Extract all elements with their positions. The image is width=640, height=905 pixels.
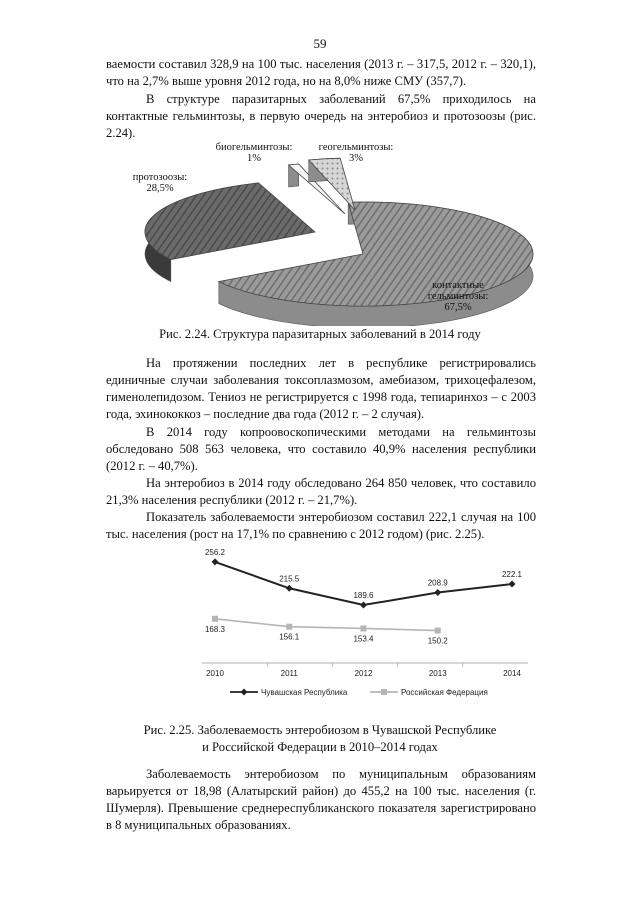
series-line-1 — [215, 619, 438, 631]
point-rf-2010 — [212, 616, 218, 622]
point-rf-2012 — [361, 625, 367, 631]
paragraph-1: ваемости составил 328,9 на 100 тыс. населения (2013 г. – 317,5, 2012 г. – 320,1), что на 2,7% выше уровня 2012 года, но на 8,0% ниже СМУ (357,7). — [106, 57, 536, 88]
data-label-1-2010: 168.3 — [204, 624, 226, 634]
point-chuv-2011 — [286, 585, 293, 592]
pie-label-0: контактные гельминтозы: 67,5% — [427, 280, 489, 313]
pie-label-1: протозоозы: 28,5% — [132, 172, 188, 194]
line-chart — [190, 545, 540, 710]
point-rf-2011 — [286, 624, 292, 630]
point-chuv-2010 — [212, 558, 219, 565]
data-label-0-2010: 256.2 — [204, 547, 226, 557]
data-label-0-2011: 215.5 — [279, 574, 300, 584]
point-rf-2013 — [435, 628, 441, 634]
pie-label-3: геогельминтозы: 3% — [318, 142, 394, 164]
pie-label-2: биогельминтозы: 1% — [215, 142, 293, 164]
pie-chart — [120, 136, 550, 326]
figure-2-25-caption-line-2: и Российской Федерации в 2010–2014 годах — [202, 740, 438, 754]
legend-marker-1 — [381, 689, 387, 695]
figure-2-25-caption-line-1: Рис. 2.25. Заболеваемость энтеробиозом в Чувашской Республике — [143, 723, 497, 737]
page-number: 59 — [313, 36, 327, 51]
legend-marker-0 — [241, 689, 248, 696]
paragraph-4: В 2014 году копроовоскопическими методами на гельминтозы обследовано 508 563 человека, что составило 40,9% населения республики (2012 г. – 40,7%). — [106, 425, 536, 473]
data-label-0-2012: 189.6 — [353, 591, 374, 601]
point-chuv-2014 — [509, 580, 516, 587]
x-tick-label-2011: 2011 — [280, 669, 298, 678]
x-tick-label-2012: 2012 — [354, 669, 373, 678]
x-tick-label-2014: 2014 — [503, 669, 521, 678]
x-tick-label-2013: 2013 — [428, 669, 447, 678]
paragraph-6: Показатель заболеваемости энтеробиозом составил 222,1 случая на 100 тыс. населения (рост на 17,1% по сравнению с 2012 годом) (рис. 2.25). — [106, 510, 536, 541]
data-label-0-2014: 222.1 — [501, 569, 523, 579]
x-tick-label-2010: 2010 — [206, 669, 224, 678]
data-label-1-2011: 156.1 — [279, 632, 300, 642]
legend-label-0: Чувашская Республика — [261, 688, 348, 697]
point-chuv-2012 — [360, 602, 367, 609]
figure-2-24-caption: Рис. 2.24. Структура паразитарных заболеваний в 2014 году — [159, 327, 481, 341]
data-label-1-2012: 153.4 — [353, 634, 374, 644]
pie-slice-протозоозы — [145, 183, 315, 260]
legend-label-1: Российская Федерация — [401, 688, 488, 697]
point-chuv-2013 — [434, 589, 441, 596]
paragraph-5: На энтеробиоз в 2014 году обследовано 264 850 человек, что составило 21,3% населения республики (2012 г. – 21,7%). — [106, 476, 536, 507]
paragraph-7: Заболеваемость энтеробиозом по муниципальным образованиям варьируется от 18,98 (Алатырский район) до 455,2 на 100 тыс. населения (г. Шумерля). Превышение среднереспубликанского показателя зарегистрировано в 8 муниципальных образованиях. — [106, 767, 536, 832]
data-label-0-2013: 208.9 — [427, 578, 448, 588]
paragraph-3: На протяжении последних лет в республике регистрировались единичные случаи заболевания токсоплазмозом, амебиазом, трихоцефалезом, гименолепидозом. Тениоз не регистрируется с 1998 года, тепиаринхоз – с 2003 года, эхинококкоз – последние два года (2012 г. – 2 случая). — [106, 356, 536, 421]
data-label-1-2013: 150.2 — [427, 636, 448, 646]
paragraph-2: В структуре паразитарных заболеваний 67,5% приходилось на контактные гельминтозы, в первую очередь на энтеробиоз и протозоозы (рис. 2.24). — [106, 92, 536, 140]
